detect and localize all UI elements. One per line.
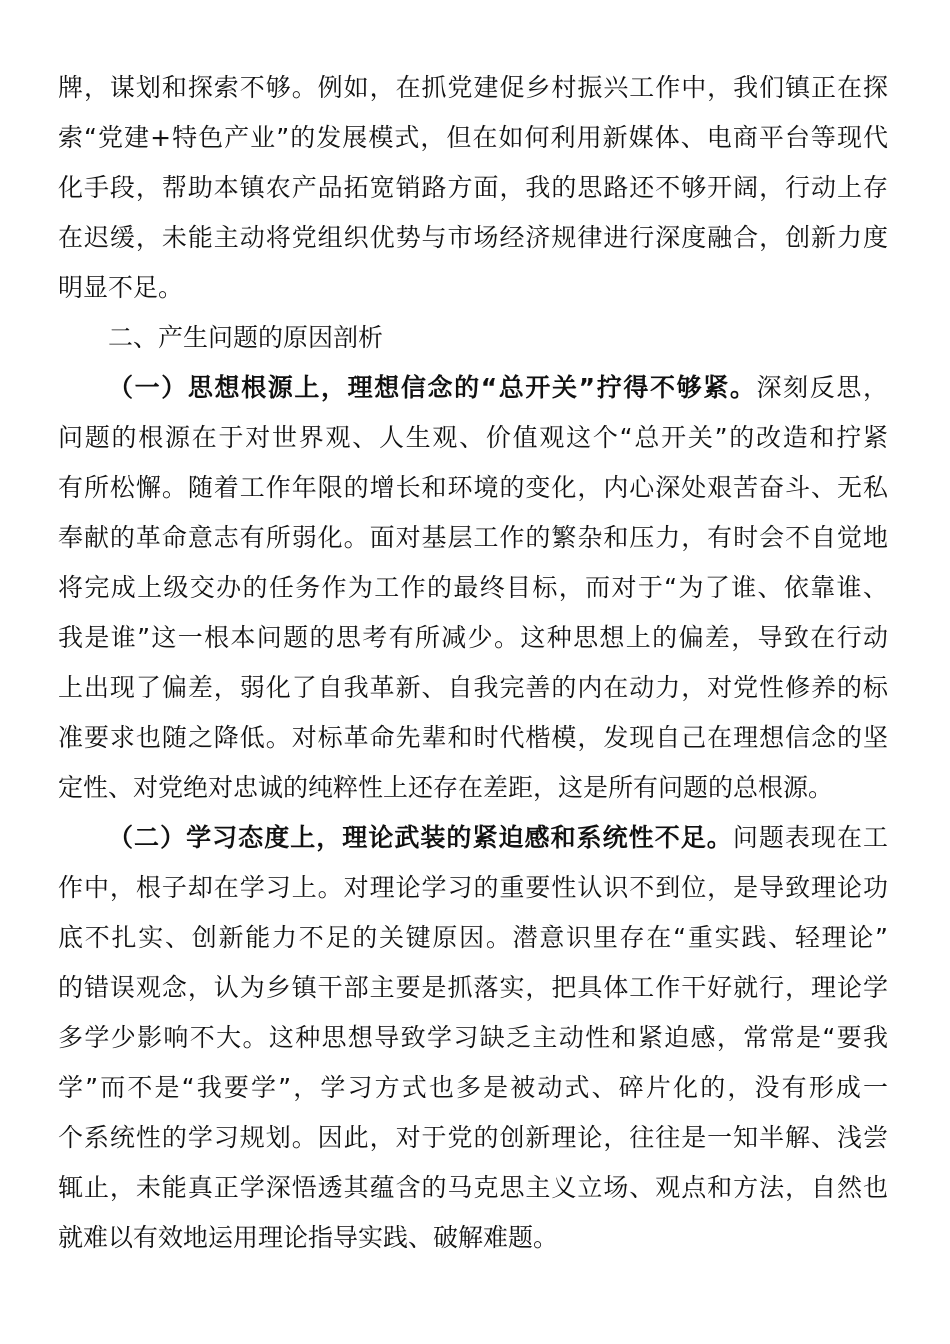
- paragraph-2-line-7: 辄止，未能真正学深悟透其蕴含的马克思主义立场、观点和方法，自然也: [58, 1173, 888, 1202]
- paragraph-1-line-2: 有所松懈。随着工作年限的增长和环境的变化，内心深处艰苦奋斗、无私: [58, 473, 888, 502]
- intro-line-1: 牌，谋划和探索不够。例如，在抓党建促乡村振兴工作中，我们镇正在探: [58, 73, 888, 102]
- paragraph-2-line-3: 的错误观念，认为乡镇干部主要是抓落实，把具体工作干好就行，理论学: [58, 973, 888, 1002]
- paragraph-2-line-8: 就难以有效地运用理论指导实践、破解难题。: [58, 1223, 559, 1252]
- paragraph-1-first-line-rest: 深刻反思，: [756, 373, 888, 402]
- paragraph-2-line-1: 作中，根子却在学习上。对理论学习的重要性认识不到位，是导致理论功: [58, 873, 888, 902]
- section-heading: 二、产生问题的原因剖析: [108, 323, 384, 352]
- paragraph-2-first-line: [108, 813, 888, 863]
- paragraph-2-line-6: 个系统性的学习规划。因此，对于党的创新理论，往往是一知半解、浅尝: [58, 1123, 888, 1152]
- paragraph-2-line-5: 学”而不是“我要学”，学习方式也多是被动式、碎片化的，没有形成一: [58, 1073, 888, 1102]
- intro-line-5: 明显不足。: [58, 273, 184, 302]
- intro-line-2: 索“党建+特色产业”的发展模式，但在如何利用新媒体、电商平台等现代: [58, 123, 888, 152]
- paragraph-1-line-6: 上出现了偏差，弱化了自我革新、自我完善的内在动力，对党性修养的标: [58, 673, 888, 702]
- paragraph-1-line-1: 问题的根源在于对世界观、人生观、价值观这个“总开关”的改造和拧紧: [58, 423, 888, 452]
- paragraph-2-first-line-rest: 问题表现在工: [732, 823, 888, 852]
- paragraph-1-line-4: 将完成上级交办的任务作为工作的最终目标，而对于“为了谁、依靠谁、: [58, 573, 888, 602]
- paragraph-1-line-7: 准要求也随之降低。对标革命先辈和时代楷模，发现自己在理想信念的坚: [58, 723, 888, 752]
- paragraph-2-bold-lead: （二）学习态度上，理论武装的紧迫感和系统性不足。: [108, 823, 733, 852]
- paragraph-2-line-4: 多学少影响不大。这种思想导致学习缺乏主动性和紧迫感，常常是“要我: [58, 1023, 888, 1052]
- intro-line-3: 化手段，帮助本镇农产品拓宽销路方面，我的思路还不够开阔，行动上存: [58, 173, 888, 202]
- paragraph-1-bold-lead: （一）思想根源上，理想信念的“总开关”拧得不够紧。: [108, 373, 757, 402]
- paragraph-1-line-5: 我是谁”这一根本问题的思考有所减少。这种思想上的偏差，导致在行动: [58, 623, 888, 652]
- paragraph-1-line-8: 定性、对党绝对忠诚的纯粹性上还存在差距，这是所有问题的总根源。: [58, 773, 834, 802]
- intro-line-4: 在迟缓，未能主动将党组织优势与市场经济规律进行深度融合，创新力度: [58, 223, 888, 252]
- paragraph-1-first-line: [108, 363, 888, 413]
- paragraph-1-line-3: 奉献的革命意志有所弱化。面对基层工作的繁杂和压力，有时会不自觉地: [58, 523, 888, 552]
- paragraph-2-line-2: 底不扎实、创新能力不足的关键原因。潜意识里存在“重实践、轻理论”: [58, 923, 888, 952]
